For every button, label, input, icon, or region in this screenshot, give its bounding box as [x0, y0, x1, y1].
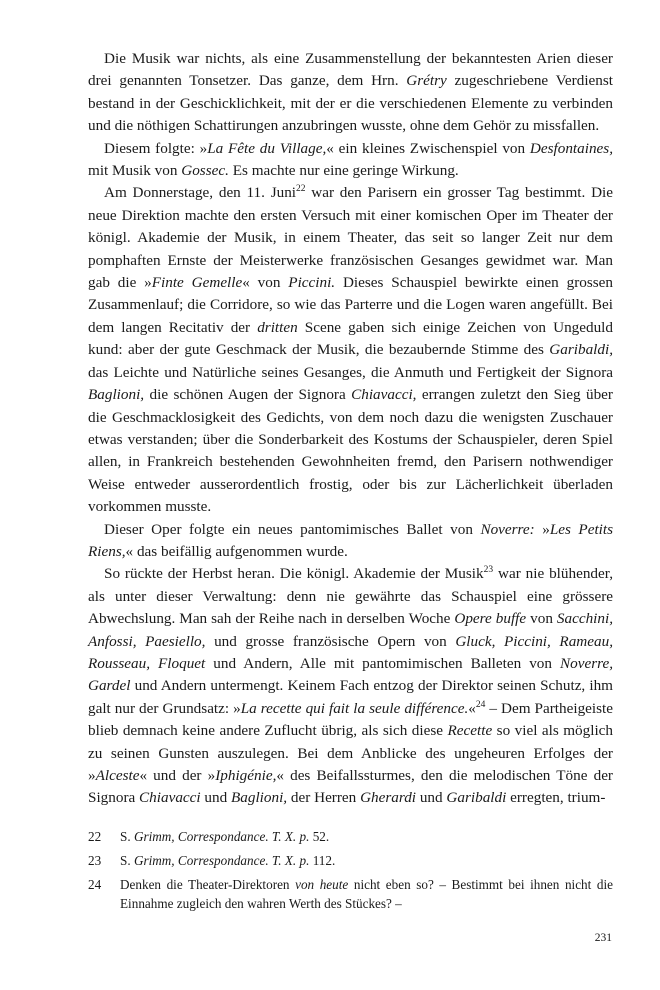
italic-text: dritten — [257, 318, 298, 336]
italic-text: Noverre: — [480, 520, 535, 538]
footnote — [88, 827, 613, 846]
footnote-number: 24 — [88, 877, 102, 892]
text-run: von — [526, 610, 557, 628]
text-run: das Leichte und Natürliche seines Gesanges, die Anmuth und Fertigkeit der Signora — [88, 363, 613, 381]
text-run: Denken die Theater-Direktoren — [120, 877, 296, 892]
paragraph — [88, 48, 613, 138]
footnotes — [88, 827, 613, 918]
italic-text: Gherardi — [360, 789, 417, 807]
footnote-text — [120, 851, 613, 870]
italic-text: Recette — [447, 722, 493, 740]
footnote-number: 23 — [88, 853, 102, 868]
text-run: die schönen Augen der Signora — [144, 386, 352, 404]
italic-text: Opere buffe — [454, 610, 527, 628]
text-run: nicht eben so? – Bestimmt bei ihnen nicht die Einnahme zugleich den wahren Werth des Stückes? – — [120, 877, 613, 911]
text-run: » — [534, 520, 550, 538]
text-run: war nie blühender, als unter dieser Verwaltung: denn nie gewährte das Schauspiel eine grössere Abwechslung. Man sah der Reihe nach in derselben Woche — [88, 565, 613, 628]
text-run: « von — [242, 274, 289, 292]
paragraph — [88, 182, 613, 518]
paragraph — [88, 519, 613, 564]
text-run: Am Donnerstage, den 11. Juni — [104, 184, 297, 202]
italic-text: Piccini. — [288, 274, 336, 292]
italic-text: Grétry — [406, 72, 447, 90]
italic-text: La Fête du Village, — [207, 139, 327, 157]
text-run: und Andern untermengt. Keinem Fach entzog der Direktor seinen Schutz, ihm galt nur der Grundsatz: » — [88, 677, 613, 717]
text-run: – Dem Partheigeiste blieb demnach keine andere Zuflucht übrig, als sich diese — [88, 699, 613, 740]
text-run: und — [416, 789, 447, 807]
text-run: zugeschriebene Verdienst bestand in der Geschicklichkeit, mit der er die verschiedenen Elemente zu verbinden und die nöthigen Schattirungen anzubringen wusste, ohne dem Gehör zu missfallen. — [88, 72, 613, 135]
text-run: und grosse französische Opern von — [205, 632, 456, 650]
text-run: Dieser Oper folgte ein neues pantomimisches Ballet von — [104, 520, 481, 538]
text-run: war den Parisern ein grosser Tag bestimmt. Die neue Direktion machte den ersten Versuch mit einer komischen Oper im Theater der königl. Akademie der Musik, in einem Theater, das seit so langer Zeit nur dem pomphaften Ernste der Meisterwerke französischen Gesanges gewidmet war. Man gab die » — [88, 184, 613, 292]
text-run: erregten, trium- — [506, 789, 606, 807]
text-run: und — [200, 789, 231, 807]
footnote-text — [120, 827, 613, 846]
text-run: Es machte nur eine geringe Wirkung. — [228, 162, 459, 180]
text-run: 112. — [309, 853, 336, 868]
text-run: so viel als möglich zu seinen Gunsten auszulegen. Bei dem Anblicke des ungeheuren Erfolges der » — [88, 722, 614, 784]
italic-text: Grimm, Correspondance. T. X. p. — [133, 829, 310, 844]
italic-text: von heute — [295, 877, 349, 892]
text-run: S. — [120, 829, 134, 844]
text-run: Dieses Schauspiel bewirkte einen grossen Zusammenlauf; die Corridore, so wie das Parterre und die Logen waren angefüllt. Bei dem langen Recitativ der — [88, 274, 614, 336]
italic-text: Gossec. — [181, 162, 229, 180]
italic-text: Grimm, Correspondance. T. X. p. — [133, 853, 310, 868]
italic-text: Gluck, Piccini, Rameau, Rousseau, Floquet — [88, 632, 613, 672]
text-run: « ein kleines Zwischenspiel von — [326, 139, 530, 157]
italic-text: Sacchini, Anfossi, Paesiello, — [88, 610, 614, 650]
italic-text: Desfontaines, — [529, 139, 613, 157]
italic-text: Finte Gemelle — [151, 274, 243, 292]
text-run: « und der » — [139, 767, 216, 784]
footnote-ref: 22 — [296, 184, 306, 195]
footnote-ref: 24 — [475, 699, 486, 710]
italic-text: Les Petits Riens, — [88, 520, 614, 560]
italic-text: La recette qui fait la seule différence. — [240, 699, 469, 717]
text-run: « des Beifallssturmes, den die melodischen Töne der Signora — [88, 767, 613, 807]
paragraph — [88, 138, 613, 183]
italic-text: Noverre, Gardel — [88, 654, 614, 695]
italic-text: Chiavacci, — [351, 386, 417, 404]
italic-text: Garibaldi, — [549, 341, 613, 359]
text-run: S. — [120, 853, 134, 868]
text-run: Die Musik war nichts, als eine Zusammenstellung der bekanntesten Arien dieser drei genannten Tonsetzer. Das ganze, dem Hrn. — [88, 50, 613, 90]
text-run: Scene gaben sich einige Zeichen von Ungeduld kund: aber der gute Geschmack der Musik, die bezaubernde Stimme des — [88, 318, 613, 359]
italic-text: Baglioni, — [231, 789, 288, 807]
italic-text: Alceste — [95, 767, 140, 784]
text-run: Diesem folgte: » — [104, 139, 208, 157]
text-run: der Herren — [287, 789, 361, 807]
body-text — [88, 48, 613, 810]
paragraph — [88, 563, 613, 809]
footnote — [88, 875, 613, 913]
italic-text: Garibaldi — [446, 789, 507, 807]
italic-text: Chiavacci — [139, 789, 201, 807]
page-number: 231 — [594, 932, 612, 944]
footnote-ref: 23 — [483, 565, 494, 576]
text-run: So rückte der Herbst heran. Die königl. Akademie der Musik — [104, 565, 484, 583]
text-run: errangen zuletzt den Sieg über die Geschmacklosigkeit des Gedichts, von dem noch dazu die wenigsten Zuschauer etwas verstanden; über die Sonderbarkeit des Kostums der Schauspieler, deren Spiel allen, in Frankreich bestehenden Gewohnheiten fremd, den Parisern nothwendiger Weise entweder ausserordentlich frostig, oder bis zur Lächerlichkeit überladen vorkommen musste. — [88, 386, 613, 516]
text-run: « — [468, 699, 476, 717]
footnote-text — [120, 875, 613, 913]
italic-text: Baglioni, — [88, 386, 145, 404]
text-run: und Andern, Alle mit pantomimischen Balleten von — [205, 654, 560, 672]
footnote — [88, 851, 613, 870]
footnote-number: 22 — [88, 829, 102, 844]
text-run: mit Musik von — [88, 162, 182, 180]
text-run: « das beifällig aufgenommen wurde. — [125, 542, 348, 560]
text-run: 52. — [309, 829, 330, 844]
italic-text: Iphigénie, — [215, 767, 277, 784]
